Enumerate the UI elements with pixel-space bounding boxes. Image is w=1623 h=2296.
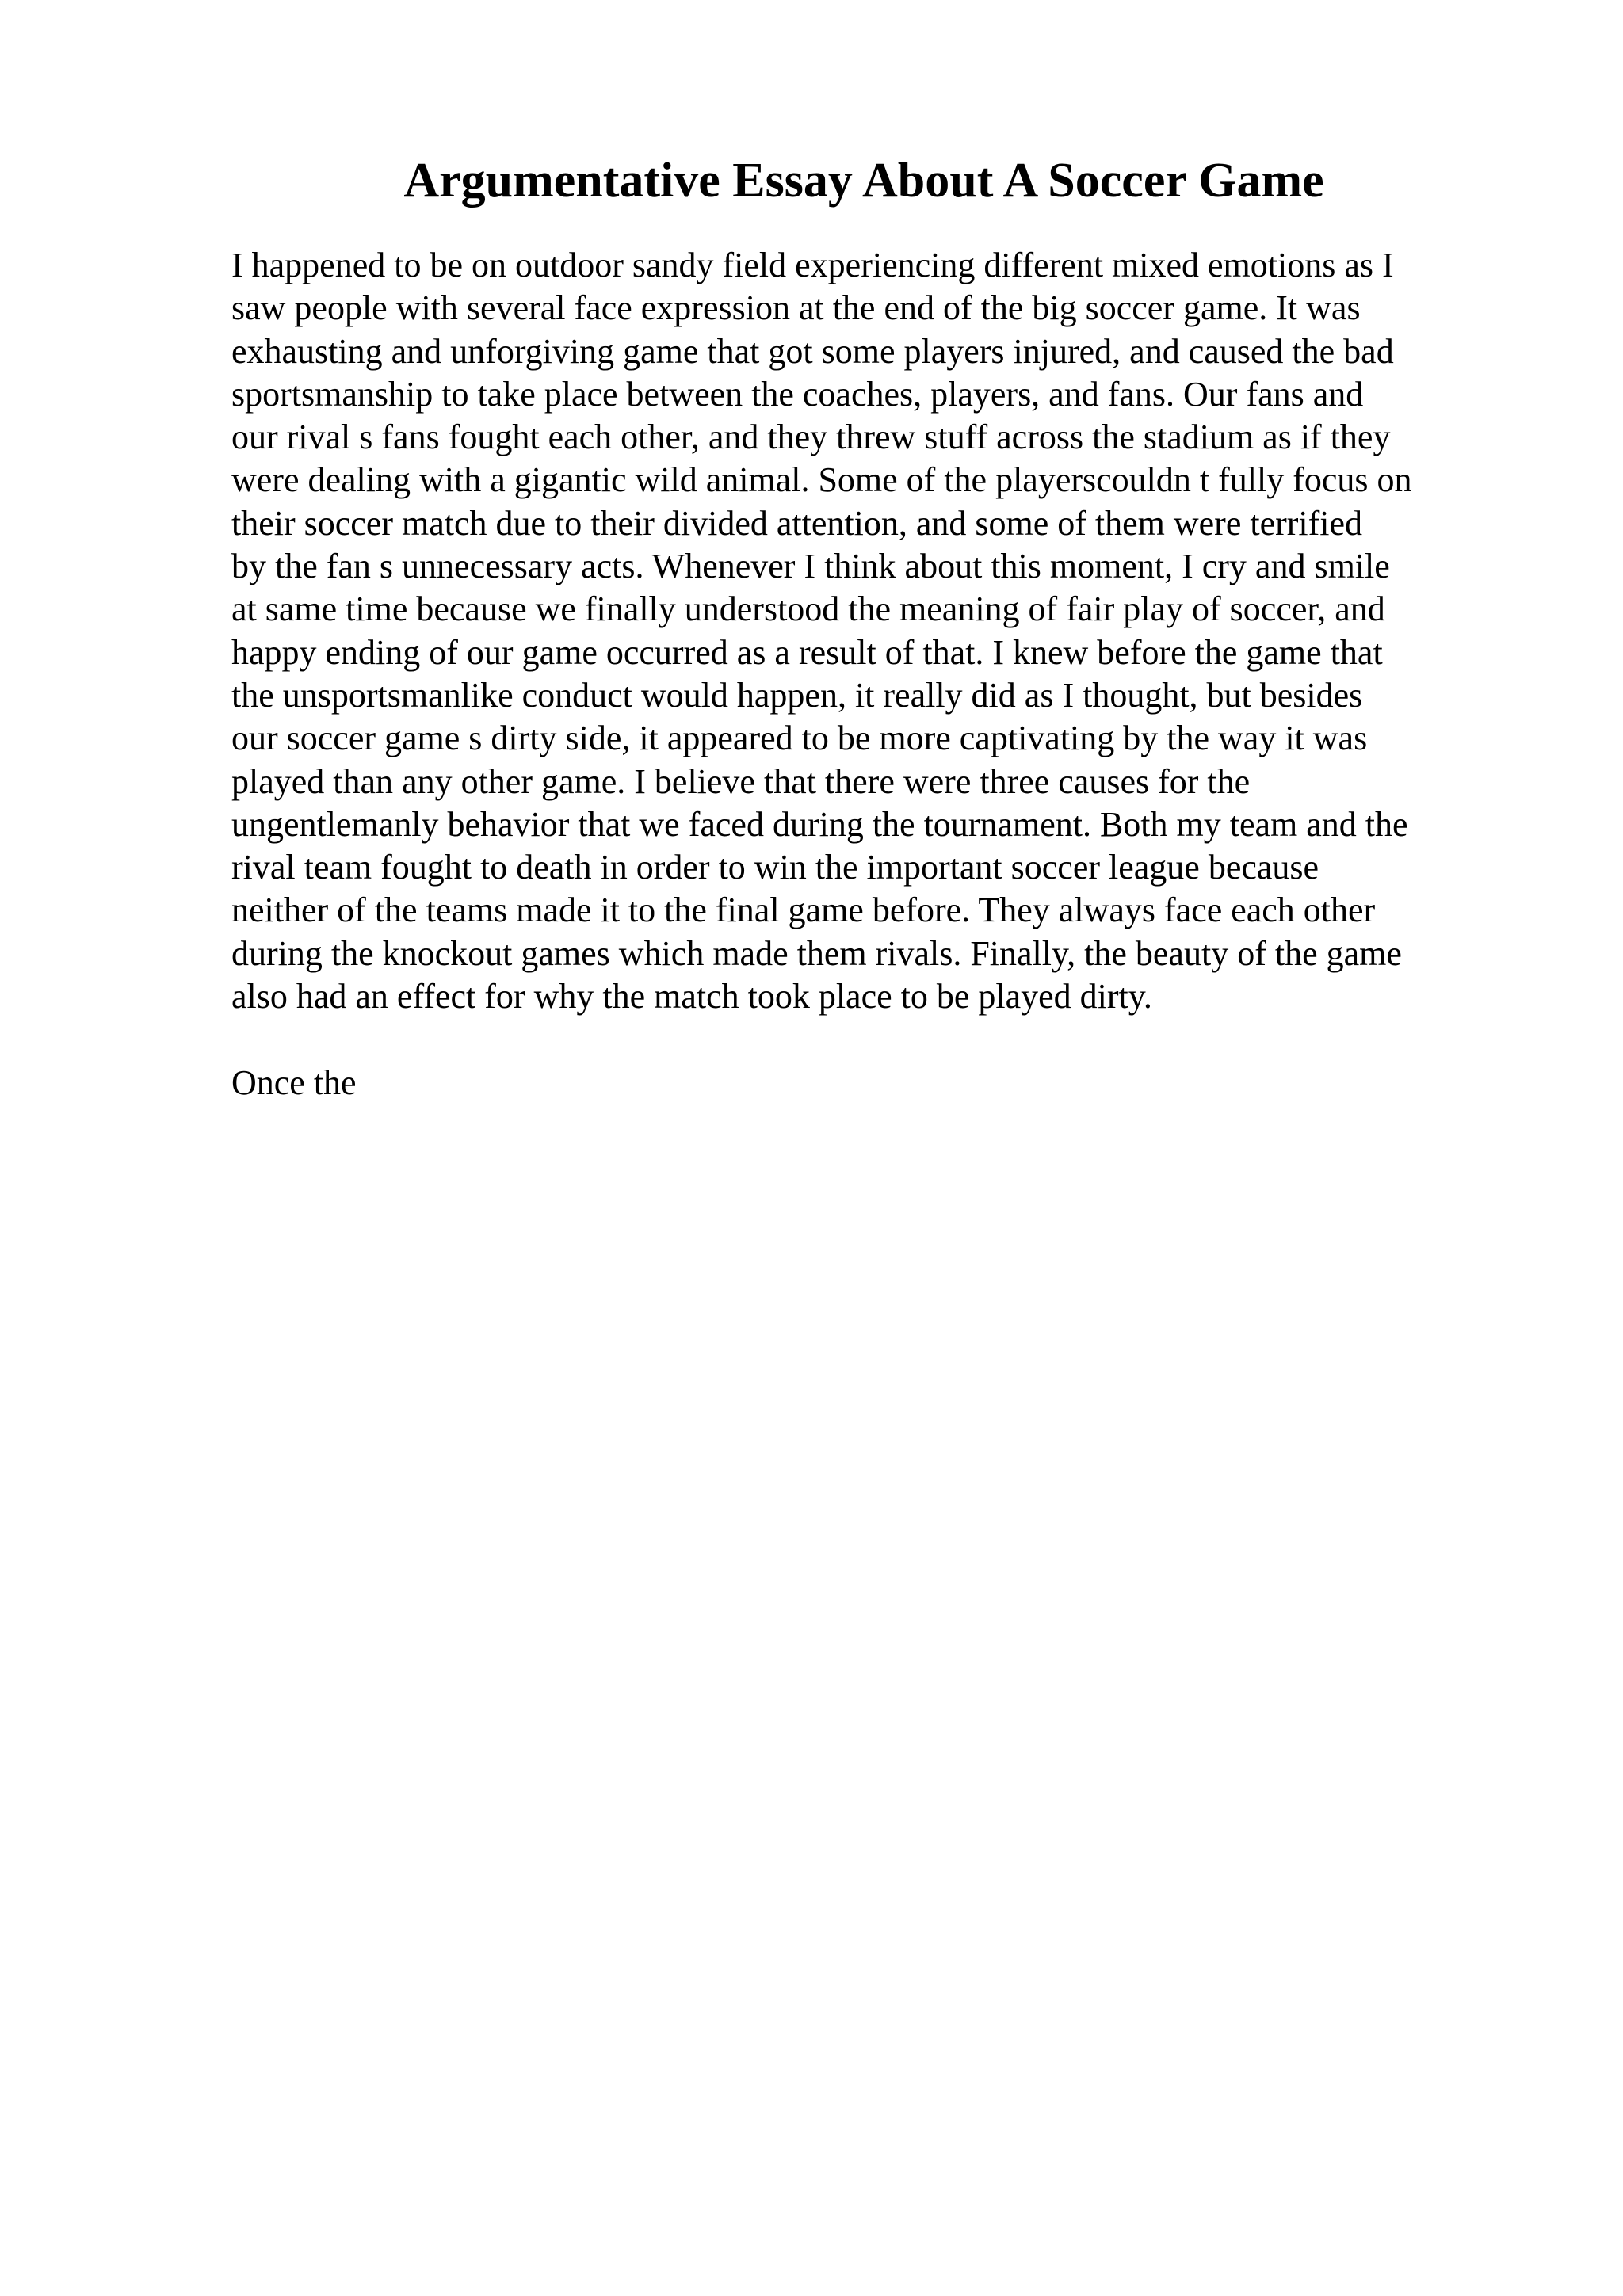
text-line: happy ending of our game occurred as a result of that. I knew before the game that (231, 632, 1383, 672)
text-line: our soccer game s dirty side, it appeared to be more captivating by the way it was (231, 719, 1368, 758)
paragraph-2 (231, 1062, 1515, 1104)
text-line: also had an effect for why the match took place to be played dirty. (231, 977, 1152, 1016)
text-line: their soccer match due to their divided attention, and some of them were terrified (231, 503, 1363, 543)
text-line: during the knockout games which made them rivals. Finally, the beauty of the game (231, 933, 1402, 973)
text-line: exhausting and unforgiving game that got some players injured, and caused the bad (231, 331, 1394, 371)
paragraph-spacer (231, 1018, 1515, 1061)
text-line: sportsmanship to take place between the coaches, players, and fans. Our fans and (231, 374, 1364, 414)
essay-body (231, 244, 1515, 1104)
text-line: I happened to be on outdoor sandy field experiencing different mixed emotions as I (231, 246, 1394, 284)
text-line: Once the (231, 1062, 357, 1102)
text-line: were dealing with a gigantic wild animal. Some of the playerscouldn t fully focus on (231, 460, 1412, 500)
text-line: ungentlemanly behavior that we faced during the tournament. Both my team and the (231, 804, 1408, 844)
text-line: saw people with several face expression at the end of the big soccer game. It was (231, 288, 1361, 328)
paragraph-1 (231, 244, 1515, 1018)
text-line: at same time because we finally understood the meaning of fair play of soccer, and (231, 589, 1385, 629)
text-line: our rival s fans fought each other, and they threw stuff across the stadium as if they (231, 418, 1391, 457)
text-line: played than any other game. I believe that there were three causes for the (231, 761, 1251, 801)
text-line: rival team fought to death in order to win the important soccer league because (231, 848, 1319, 887)
essay-title: Argumentative Essay About A Soccer Game (403, 154, 1324, 208)
text-line: by the fan s unnecessary acts. Whenever I think about this moment, I cry and smile (231, 547, 1390, 586)
text-line: neither of the teams made it to the final game before. They always face each other (231, 891, 1376, 930)
text-line: the unsportsmanlike conduct would happen, it really did as I thought, but besides (231, 675, 1363, 715)
